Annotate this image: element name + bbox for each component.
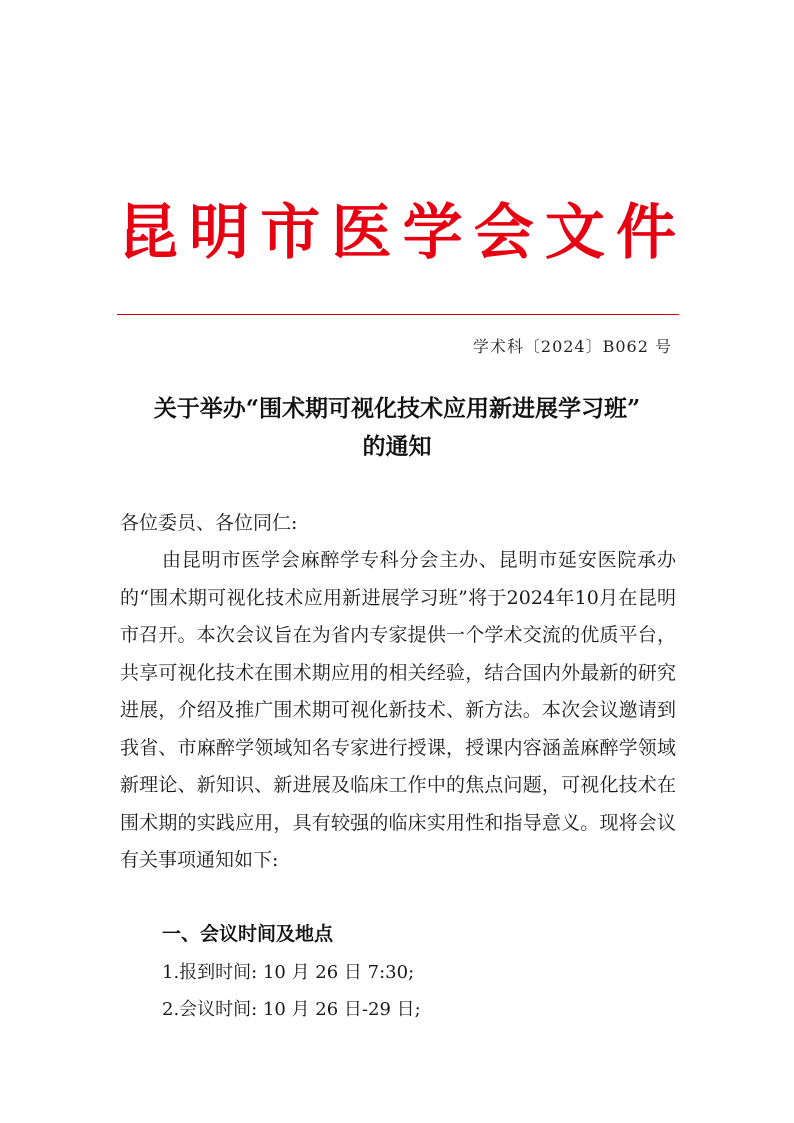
document-number: 学术科〔2024〕B062 号: [472, 337, 672, 356]
notice-title-line-1: 关于举办“围术期可视化技术应用新进展学习班”: [153, 395, 641, 422]
section-heading-time-location: 一、会议时间及地点: [162, 923, 334, 945]
intro-paragraph: 由昆明市医学会麻醉学专科分会主办、昆明市延安医院承办的“围术期可视化技术应用新进展学习班”将于2024年10月在昆明市召开。本次会议旨在为省内专家提供一个学术交流的优质平台，共享可视化技术在围术期应用的相关经验，结合国内外最新的研究进展，介绍及推广围术期可视化新技术、新方法。本次会议邀请到我省、市麻醉学领域知名专家进行授课，授课内容涵盖麻醉学领域新理论、新知识、新进展及临床工作中的焦点问题，可视化技术在围术期的实践应用，具有较强的临床实用性和指导意义。现将会议有关事项通知如下:: [120, 549, 676, 871]
meeting-time-item: 2.会议时间: 10 月 26 日-29 日;: [162, 999, 421, 1020]
registration-time-item: 1.报到时间: 10 月 26 日 7:30;: [162, 962, 415, 983]
org-header-title: 昆明市医学会文件: [118, 198, 678, 268]
notice-title: [110, 390, 684, 466]
header-red-rule: [117, 314, 679, 315]
notice-title-line-2: 的通知: [362, 433, 432, 460]
salutation: 各位委员、各位同仁:: [120, 512, 298, 534]
